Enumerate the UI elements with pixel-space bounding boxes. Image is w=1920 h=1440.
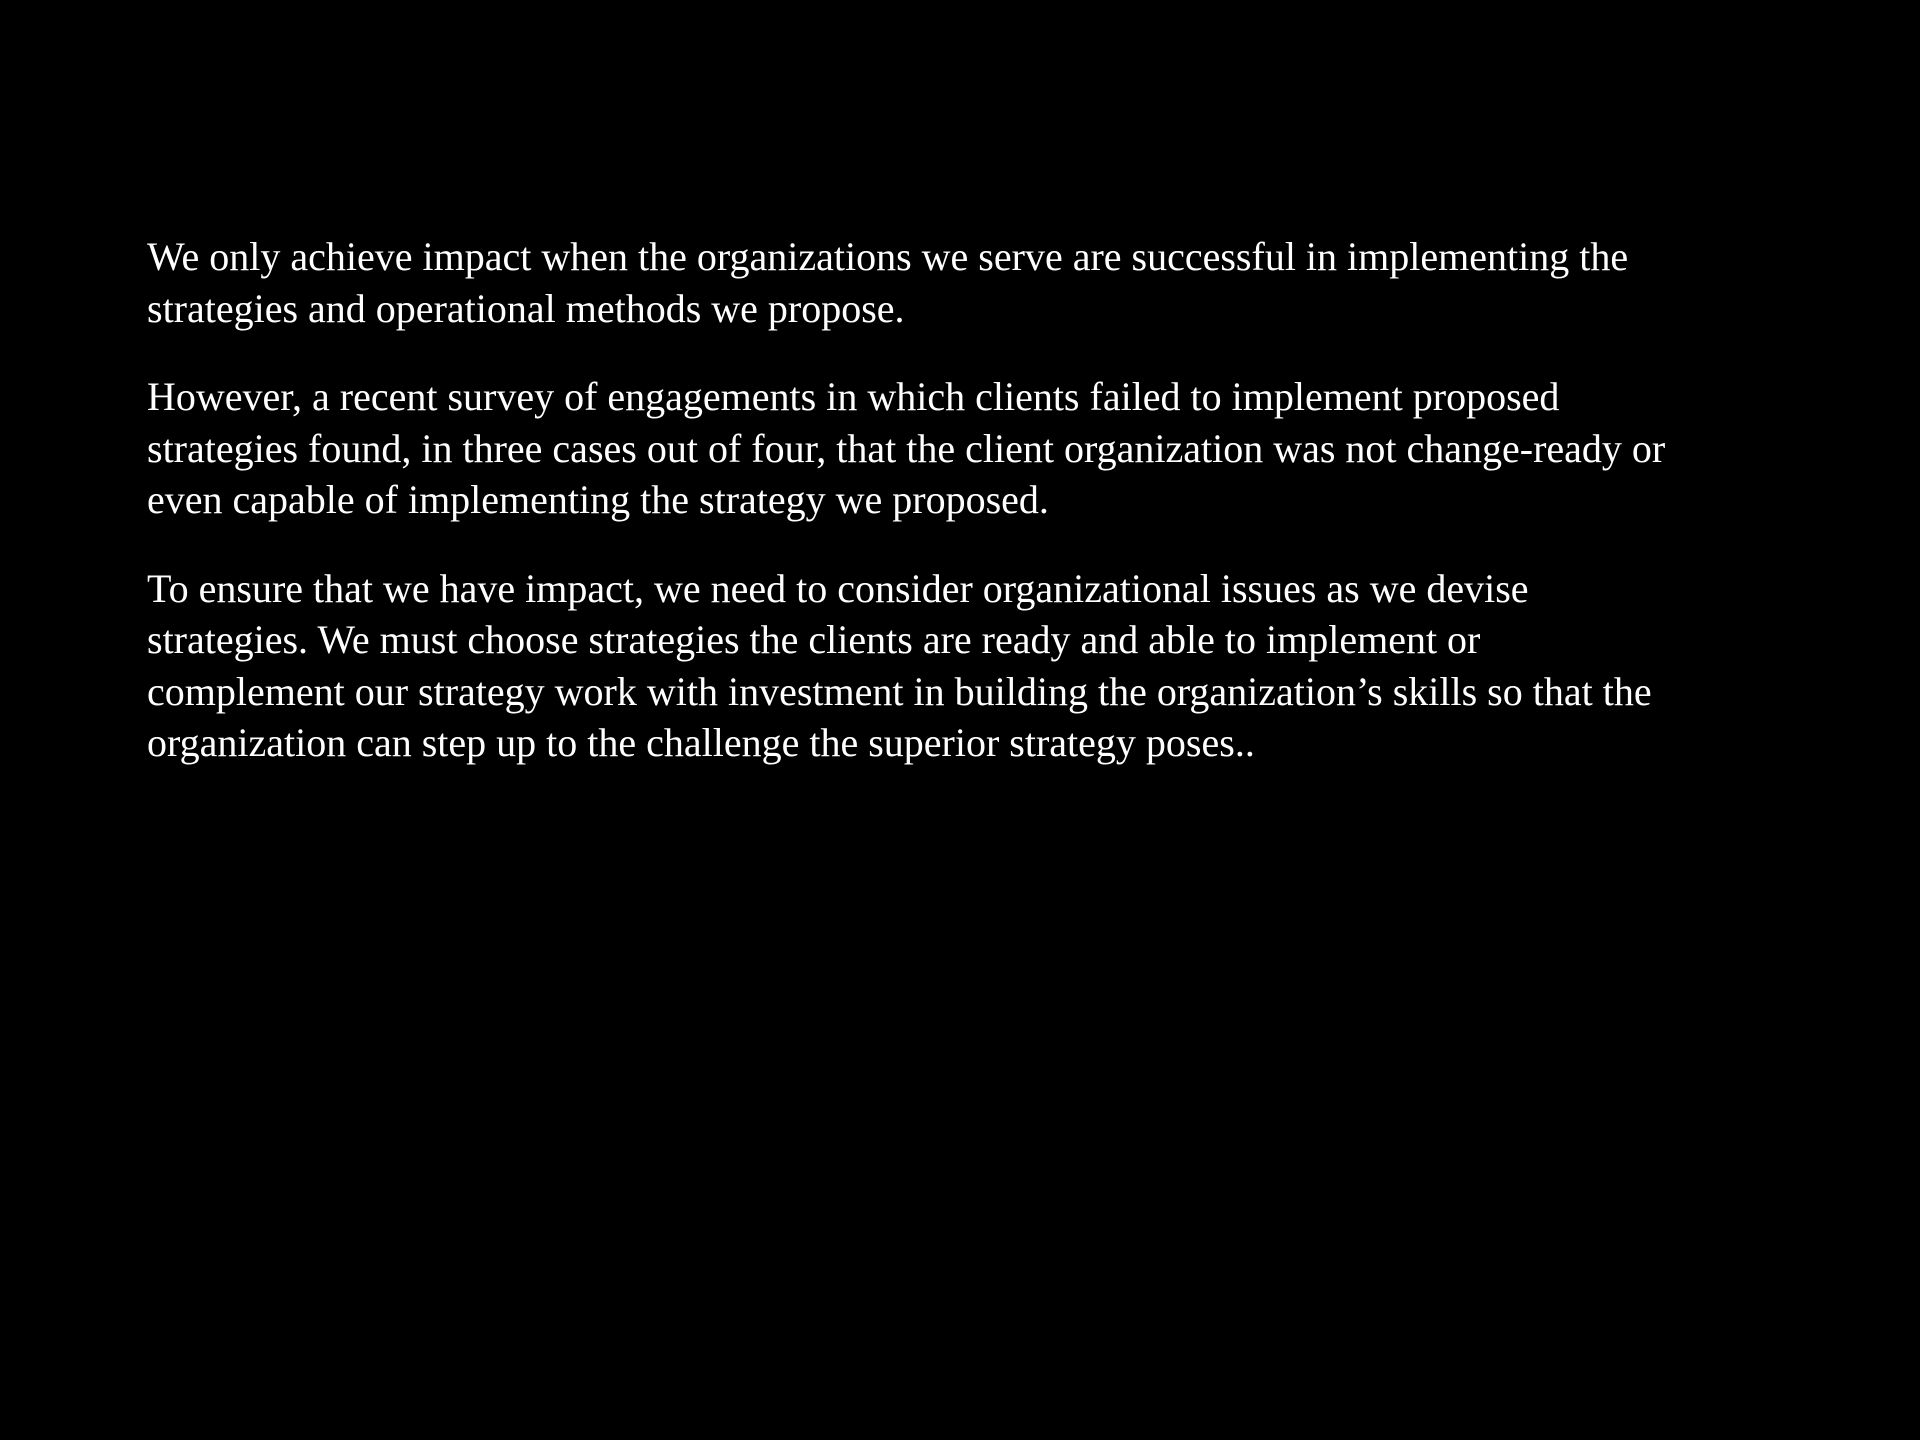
slide-body-text [147,231,1797,806]
paragraph-impact: We only achieve impact when the organizations we serve are successful in implementing the strategies and operational methods we propose. [147,234,1629,331]
paragraph-ensure-impact: To ensure that we have impact, we need to consider organizational issues as we devise strategies. We must choose strategies the clients are ready and able to implement or complement our strategy work with investment in building the organization’s skills so that the organization can step up to the challenge the superior strategy poses.. [147,565,1652,765]
paragraph-survey: However, a recent survey of engagements in which clients failed to implement proposed strategies found, in three cases out of four, that the client organization was not change-ready or even capable of implementing the strategy we proposed. [147,374,1666,522]
